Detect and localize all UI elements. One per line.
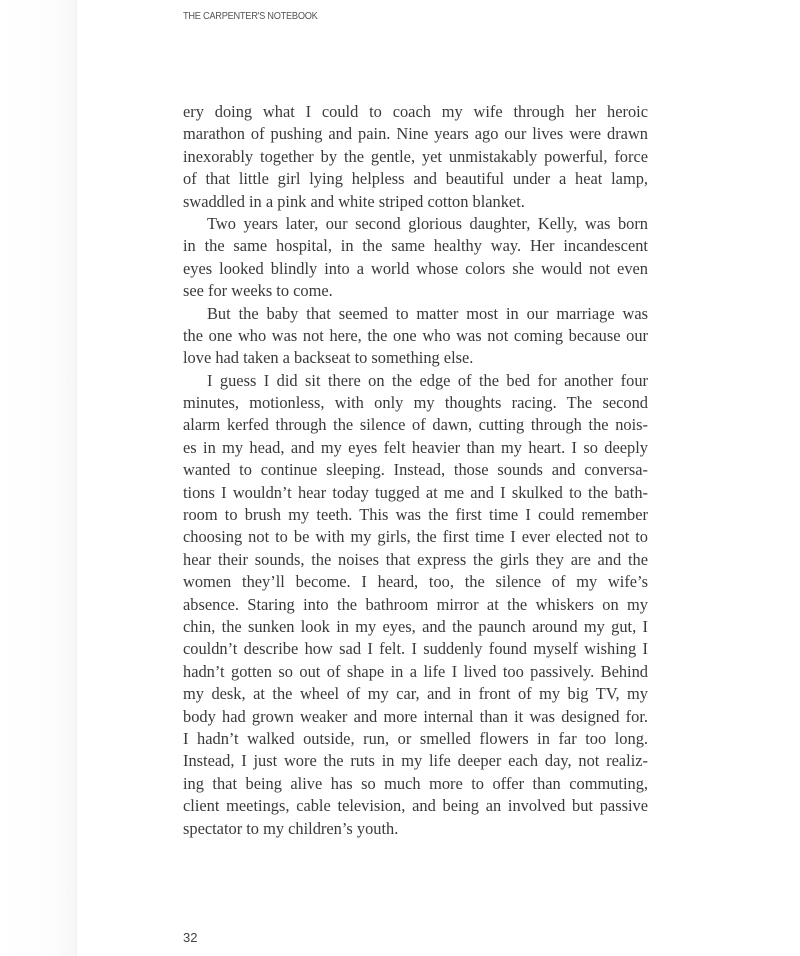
paragraph xyxy=(183,101,648,213)
text-line: swaddled in a pink and white striped cotton blanket. xyxy=(183,191,525,211)
text-line: absence. Staring into the bathroom mirror at the whiskers on my xyxy=(183,594,648,614)
text-line: chin, the sunken look in my eyes, and the paunch around my gut, I xyxy=(183,616,648,636)
text-line: But the baby that seemed to matter most in our marriage was xyxy=(207,303,648,323)
text-line: eyes looked blindly into a world whose colors she would not even xyxy=(183,258,648,278)
text-line: inexorably together by the gentle, yet unmistakably powerful, force xyxy=(183,146,648,166)
body-text xyxy=(183,101,648,840)
text-line: room to brush my teeth. This was the first time I could remember xyxy=(183,505,648,525)
text-line: of that little girl lying helpless and beautiful under a heat lamp, xyxy=(183,169,648,189)
text-line: couldn’t describe how sad I felt. I suddenly found myself wishing I xyxy=(183,639,648,659)
text-line: client meetings, cable television, and being an involved but passive xyxy=(183,796,648,816)
text-line: hadn’t gotten so out of shape in a life I lived too passively. Behind xyxy=(183,661,648,681)
text-line: ery doing what I could to coach my wife through her heroic xyxy=(183,102,648,121)
text-line: I hadn’t walked outside, run, or smelled flowers in far too long. xyxy=(183,728,648,748)
text-line: in the same hospital, in the same healthy way. Her incandescent xyxy=(183,236,648,256)
text-line: Instead, I just wore the ruts in my life deeper each day, not realiz- xyxy=(183,751,648,771)
text-line: body had grown weaker and more internal than it was designed for. xyxy=(183,706,648,726)
text-line: minutes, motionless, with only my thoughts racing. The second xyxy=(183,393,648,413)
text-line: alarm kerfed through the silence of dawn, cutting through the nois- xyxy=(183,415,648,435)
page-number: 32 xyxy=(183,930,198,945)
text-line: ing that being alive has so much more to offer than commuting, xyxy=(183,773,648,793)
text-line: love had taken a backseat to something else. xyxy=(183,348,474,368)
paragraph xyxy=(183,213,648,303)
running-head: THE CARPENTER'S NOTEBOOK xyxy=(183,10,318,22)
text-line: Two years later, our second glorious daughter, Kelly, was born xyxy=(207,213,648,233)
text-line: hear their sounds, the noises that express the girls they are and the xyxy=(183,549,648,569)
paragraph xyxy=(183,370,648,840)
text-line: women they’ll become. I heard, too, the silence of my wife’s xyxy=(183,572,648,592)
paragraph xyxy=(183,303,648,370)
text-line: spectator to my children’s youth. xyxy=(183,818,399,838)
text-line: choosing not to be with my girls, the first time I ever elected not to xyxy=(183,527,648,547)
text-line: tions I wouldn’t hear today tugged at me and I skulked to the bath- xyxy=(183,482,648,502)
text-line: wanted to continue sleeping. Instead, those sounds and conversa- xyxy=(183,460,648,480)
text-line: es in my head, and my eyes felt heavier than my heart. I so deeply xyxy=(183,437,648,457)
page-edge-divider xyxy=(76,0,77,956)
page-gutter xyxy=(0,0,76,956)
text-line: see for weeks to come. xyxy=(183,281,333,301)
text-line: marathon of pushing and pain. Nine years ago our lives were drawn xyxy=(183,124,648,144)
text-line: my desk, at the wheel of my car, and in front of my big TV, my xyxy=(183,684,648,704)
text-line: the one who was not here, the one who was not coming because our xyxy=(183,325,648,345)
text-line: I guess I did sit there on the edge of the bed for another four xyxy=(207,370,648,390)
